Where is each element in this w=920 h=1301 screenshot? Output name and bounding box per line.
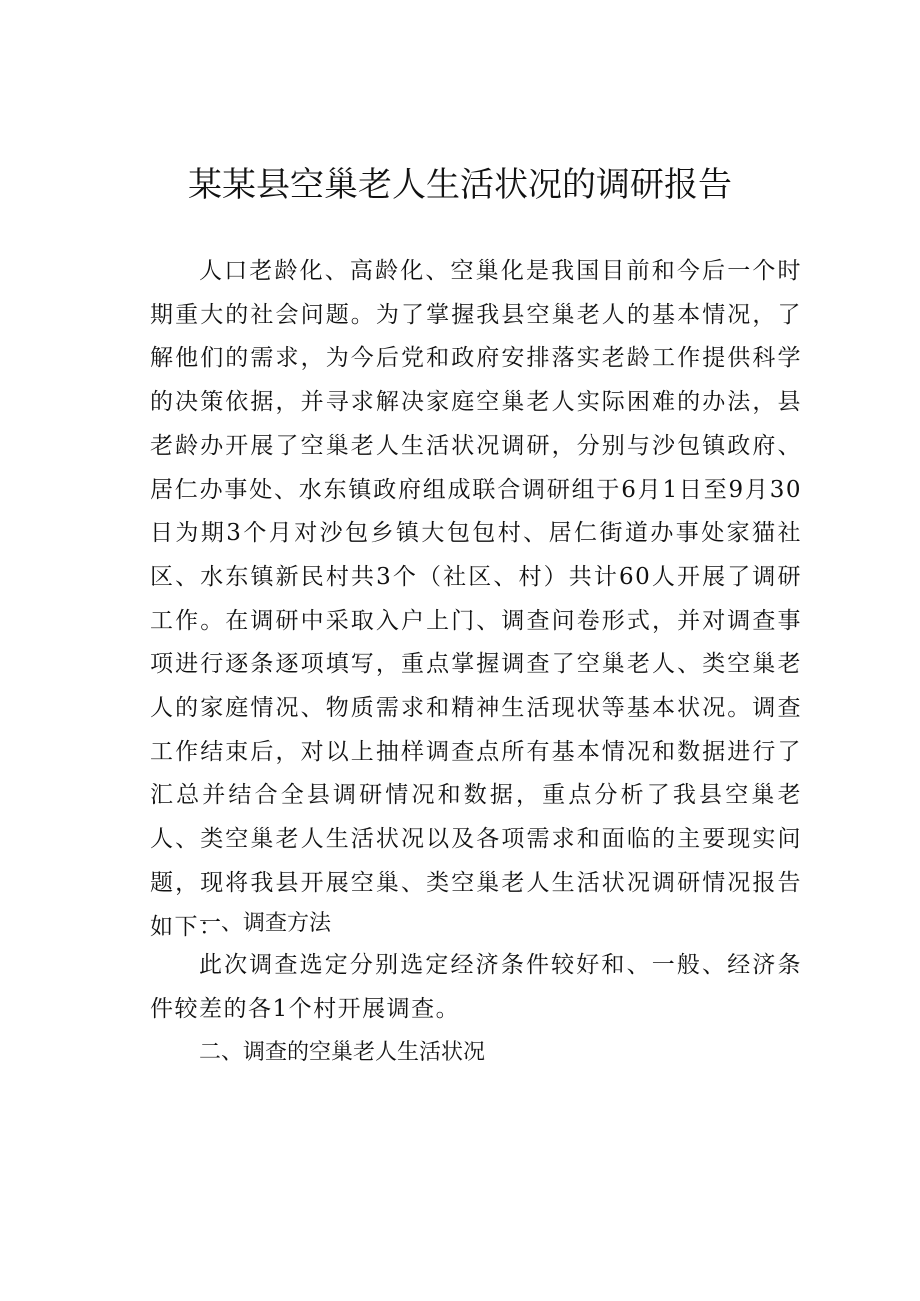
survey-method-paragraph: 此次调查选定分别选定经济条件较好和、一般、经济条件较差的各1个村开展调查。 <box>150 952 802 1022</box>
document-title: 某某县空巢老人生活状况的调研报告 <box>188 165 732 205</box>
section-heading-survey-method: 一、调查方法 <box>199 911 332 936</box>
intro-paragraph: 人口老龄化、高龄化、空巢化是我国目前和今后一个时期重大的社会问题。为了掌握我县空巢老人的基本情况，了解他们的需求，为今后党和政府安排落实老龄工作提供科学的决策依据，并寻求解决家庭空巢老人实际困难的办法，县老龄办开展了空巢老人生活状况调研，分别与沙包镇政府、居仁办事处、水东镇政府组成联合调研组于6月1日至9月30日为期3个月对沙包乡镇大包包村、居仁街道办事处家猫社区、水东镇新民村共3个（社区、村）共计60人开展了调研工作。在调研中采取入户上门、调查问卷形式，并对调查事项进行逐条逐项填写，重点掌握调查了空巢老人、类空巢老人的家庭情况、物质需求和精神生活现状等基本状况。调查工作结束后，对以上抽样调查点所有基本情况和数据进行了汇总并结合全县调研情况和数据，重点分析了我县空巢老人、类空巢老人生活状况以及各项需求和面临的主要现实问题，现将我县开展空巢、类空巢老人生活状况调研情况报告如下： <box>150 258 802 940</box>
section-heading-living-conditions: 二、调查的空巢老人生活状况 <box>199 1040 486 1065</box>
